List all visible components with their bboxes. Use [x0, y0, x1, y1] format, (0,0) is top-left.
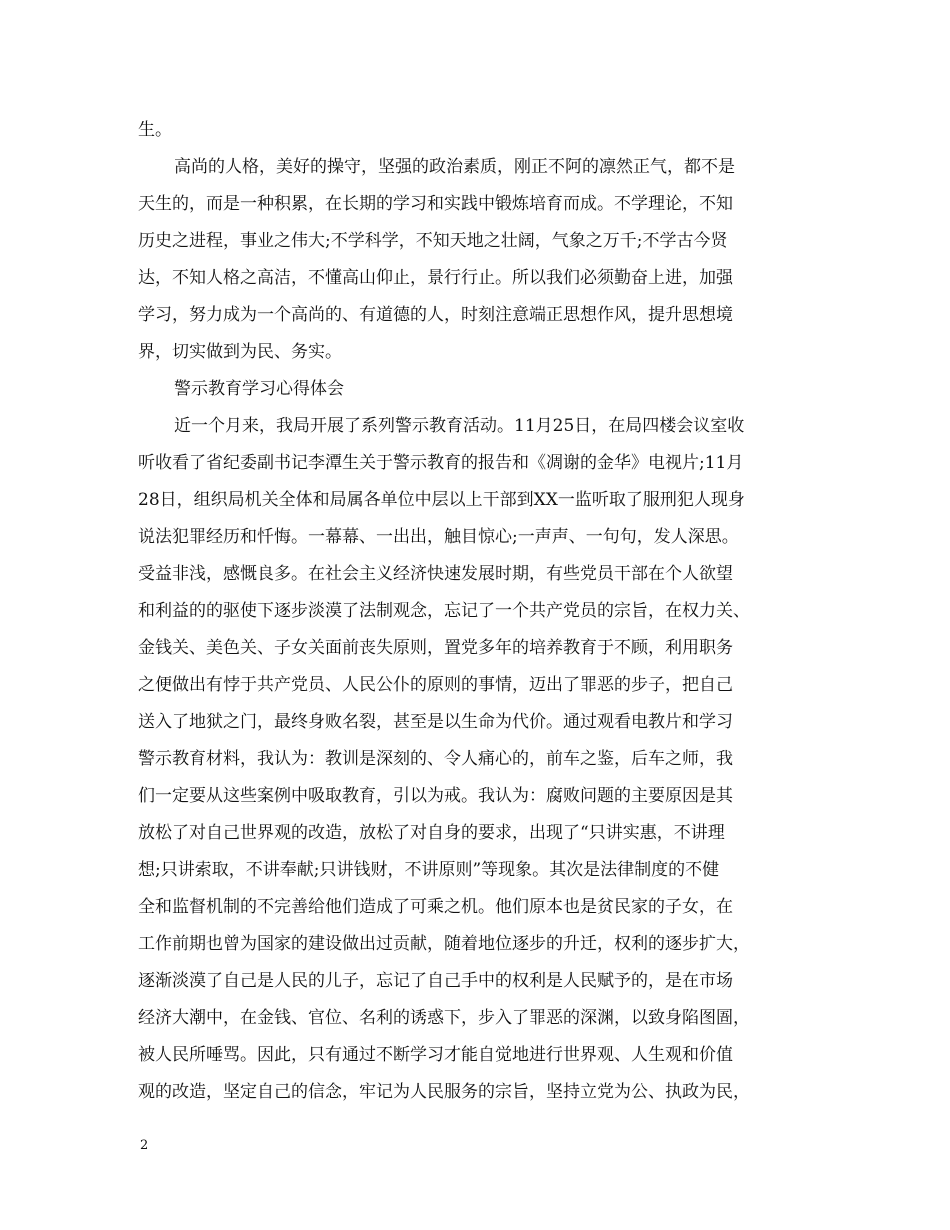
text-line: 警示教育学习心得体会 [174, 379, 344, 399]
document-body [138, 112, 828, 1111]
text-line: 学习，努力成为一个高尚的、有道德的人，时刻注意端正思想作风，提升思想境 [138, 305, 733, 325]
text-line: 近一个月来，我局开展了系列警示教育活动。11月25日，在局四楼会议室收 [174, 416, 745, 436]
text-line: 观的改造，坚定自己的信念，牢记为人民服务的宗旨，坚持立党为公、执政为民， [138, 1082, 750, 1102]
text-line: 28日，组织局机关全体和局属各单位中层以上干部到XX一监听取了服刑犯人现身 [138, 490, 745, 510]
text-line: 工作前期也曾为国家的建设做出过贡献，随着地位逐步的升迁，权利的逐步扩大， [138, 934, 750, 954]
text-line: 生。 [138, 120, 172, 140]
text-line: 之便做出有悖于共产党员、人民公仆的原则的事情，迈出了罪恶的步子，把自己 [138, 675, 733, 695]
text-line: 逐渐淡漠了自己是人民的儿子，忘记了自己手中的权利是人民赋予的，是在市场 [138, 971, 733, 991]
text-line: 警示教育材料，我认为：教训是深刻的、令人痛心的，前车之鉴，后车之师，我 [138, 749, 733, 769]
text-line: 高尚的人格，美好的操守，坚强的政治素质，刚正不阿的凛然正气，都不是 [174, 157, 735, 177]
text-line: 被人民所唾骂。因此，只有通过不断学习才能自觉地进行世界观、人生观和价值 [138, 1045, 733, 1065]
text-line: 经济大潮中，在金钱、官位、名利的诱惑下，步入了罪恶的深渊，以致身陷图圄， [138, 1008, 750, 1028]
text-line: 放松了对自己世界观的改造，放松了对自身的要求，出现了“只讲实惠，不讲理 [138, 823, 725, 843]
text-line: 说法犯罪经历和忏悔。一幕幕、一出出，触目惊心;一声声、一句句，发人深思。 [138, 527, 739, 547]
text-line: 想;只讲索取，不讲奉献;只讲钱财，不讲原则”等现象。其次是法律制度的不健 [138, 860, 720, 880]
text-line: 受益非浅，感慨良多。在社会主义经济快速发展时期，有些党员干部在个人欲望 [138, 564, 733, 584]
text-line: 送入了地狱之门，最终身败名裂，甚至是以生命为代价。通过观看电教片和学习 [138, 712, 733, 732]
text-line: 和利益的的驱使下逐步淡漠了法制观念，忘记了一个共产党员的宗旨，在权力关、 [138, 601, 750, 621]
page-number: 2 [140, 1138, 149, 1153]
text-line: 金钱关、美色关、子女关面前丧失原则，置党多年的培养教育于不顾，利用职务 [138, 638, 733, 658]
text-line: 达，不知人格之高洁，不懂高山仰止，景行行止。所以我们必须勤奋上进，加强 [138, 268, 733, 288]
text-line: 听收看了省纪委副书记李潭生关于警示教育的报告和《凋谢的金华》电视片;11月 [138, 453, 744, 473]
text-line: 历史之进程，事业之伟大;不学科学，不知天地之壮阔，气象之万千;不学古今贤 [138, 231, 728, 251]
text-line: 们一定要从这些案例中吸取教育，引以为戒。我认为：腐败问题的主要原因是其 [138, 786, 733, 806]
text-line: 界，切实做到为民、务实。 [138, 342, 342, 362]
text-line: 天生的，而是一种积累，在长期的学习和实践中锻炼培育而成。不学理论，不知 [138, 194, 733, 214]
text-line: 全和监督机制的不完善给他们造成了可乘之机。他们原本也是贫民家的子女，在 [138, 897, 733, 917]
